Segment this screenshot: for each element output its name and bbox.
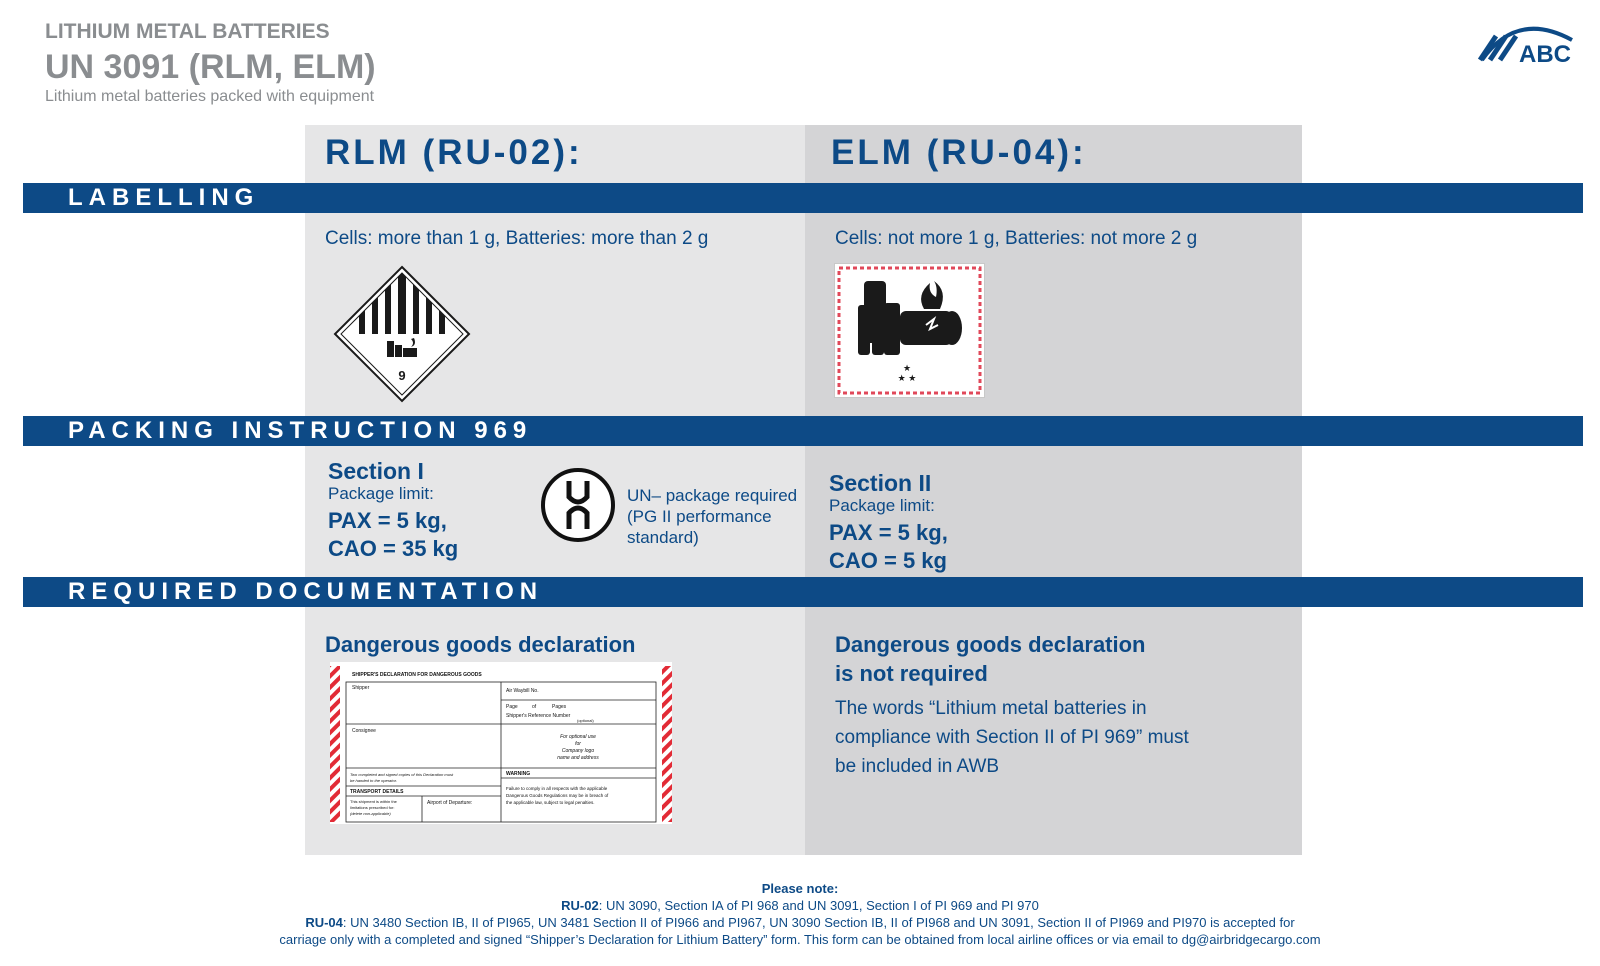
labelling-band-label: LABELLING	[68, 184, 260, 211]
form-warning: WARNING	[506, 771, 531, 777]
lithium-battery-mark	[834, 263, 985, 398]
un-packaging-icon	[540, 467, 616, 543]
elm-column-title: ELM (RU-04):	[831, 133, 1087, 172]
elm-labelling-text: Cells: not more 1 g, Batteries: not more 2 g	[835, 228, 1198, 249]
packing-band-label: PACKING INSTRUCTION 969	[68, 417, 533, 444]
form-logo-3: Company logo	[561, 748, 595, 754]
elm-cao-limit: CAO = 5 kg	[829, 548, 947, 573]
form-pages: Pages	[552, 704, 567, 710]
elm-awb-words	[835, 694, 1189, 781]
un-package-note-line1: UN– package required	[627, 486, 798, 505]
class-number: 9	[398, 368, 406, 383]
logo-text: ABC	[1519, 41, 1571, 66]
form-page: Page	[506, 704, 518, 710]
form-heading: SHIPPER'S DECLARATION FOR DANGEROUS GOODS	[352, 672, 482, 678]
rlm-column-title: RLM (RU-02):	[325, 133, 583, 172]
rlm-docs-title: Dangerous goods declaration	[325, 632, 636, 657]
form-transport: TRANSPORT DETAILS	[350, 789, 404, 795]
form-ref: Shipper's Reference Number	[506, 713, 571, 719]
elm-awb-words-line3: be included in AWB	[835, 756, 1000, 777]
notes-line3: carriage only with a completed and signed “Shipper’s Declaration for Lithium Battery” form. This form can be obtained from local airline offices or via email to dg@airbridgecargo.com	[279, 932, 1321, 947]
form-copies-2: be handed to the operator.	[350, 778, 397, 783]
elm-pax-limit: PAX = 5 kg,	[829, 520, 948, 545]
notes-ru02-key: RU-02	[561, 898, 599, 913]
form-fail-1: Failure to comply in all respects with the applicable	[506, 786, 608, 791]
form-logo-2: for	[575, 741, 581, 747]
elm-awb-words-line2: compliance with Section II of PI 969” must	[835, 727, 1189, 748]
form-shipper: Shipper	[352, 685, 370, 691]
rlm-section: Section I	[328, 458, 424, 484]
form-limit-1: This shipment is within the	[350, 799, 397, 804]
svg-text:★ ★: ★ ★	[897, 373, 917, 383]
form-of: of	[532, 704, 537, 710]
form-logo-1: For optional use	[560, 734, 596, 740]
page-title: UN 3091 (RLM, ELM)	[45, 48, 376, 86]
un-package-note-line2: (PG II performance	[627, 507, 772, 526]
form-awb: Air Waybill No.	[506, 688, 539, 694]
form-logo-4: name and address	[557, 755, 599, 761]
rlm-labelling-text: Cells: more than 1 g, Batteries: more than 2 g	[325, 228, 709, 249]
elm-docs-title-line2: is not required	[835, 661, 988, 686]
notes-ru02-text: : UN 3090, Section IA of PI 968 and UN 3091, Section I of PI 969 and PI 970	[598, 898, 1039, 913]
svg-text:★: ★	[902, 363, 912, 373]
header-kicker: LITHIUM METAL BATTERIES	[45, 20, 330, 43]
elm-section: Section II	[829, 470, 932, 496]
shippers-declaration-form	[330, 662, 672, 824]
notes-title: Please note:	[761, 881, 839, 896]
docs-band	[23, 577, 1583, 607]
rlm-pax-limit: PAX = 5 kg,	[328, 508, 447, 533]
un-package-note-line3: standard)	[627, 528, 699, 547]
rlm-package-limit-label: Package limit:	[328, 484, 434, 503]
labelling-band	[23, 183, 1583, 213]
elm-package-limit-label: Package limit:	[829, 496, 935, 515]
page-subtitle: Lithium metal batteries packed with equipment	[45, 88, 375, 105]
un-package-note	[627, 485, 797, 548]
form-fail-3: the applicable law, subject to legal penalties.	[506, 800, 595, 805]
form-departure: Airport of Departure:	[427, 800, 473, 806]
docs-band-label: REQUIRED DOCUMENTATION	[68, 578, 544, 605]
elm-awb-words-line1: The words “Lithium metal batteries in	[835, 698, 1147, 719]
class-9-hazard-label	[333, 265, 471, 403]
elm-docs-title	[835, 630, 1146, 688]
abc-logo	[1472, 18, 1582, 66]
rlm-cao-limit: CAO = 35 kg	[328, 536, 459, 561]
form-consignee: Consignee	[352, 728, 376, 734]
notes-ru04-key: RU-04	[305, 915, 343, 930]
form-copies-1: Two completed and signed copies of this Declaration must	[350, 772, 454, 777]
elm-docs-title-line1: Dangerous goods declaration	[835, 632, 1146, 657]
notes-ru04-text: : UN 3480 Section IB, II of PI965, UN 3481 Section II of PI966 and PI967, UN 3090 Section IB, II of PI968 and UN 3091, Section II of PI969 and PI970 is accepted for	[342, 915, 1295, 930]
form-fail-2: Dangerous Goods Regulations may be in breach of	[506, 793, 609, 798]
form-limit-2: limitations prescribed for:	[350, 805, 395, 810]
packing-band	[23, 416, 1583, 446]
form-optional: (optional)	[577, 718, 594, 723]
footer-notes	[0, 880, 1600, 948]
form-limit-3: (delete non-applicable)	[350, 811, 391, 816]
